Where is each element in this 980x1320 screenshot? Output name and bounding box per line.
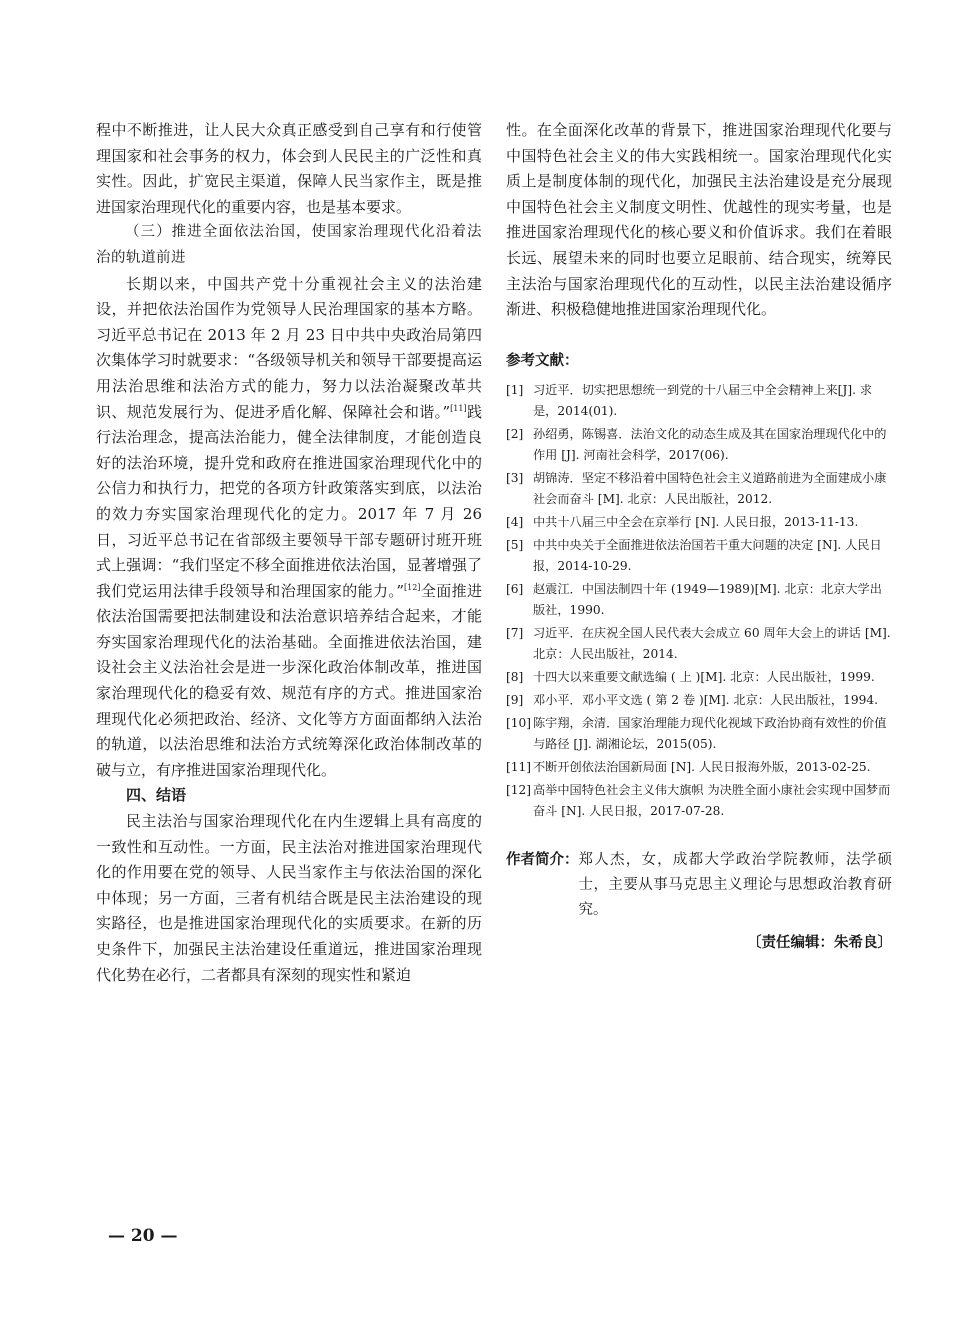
reference-text: 赵震江．中国法制四十年 (1949—1989)[M]. 北京：北京大学出版社，1990. bbox=[533, 582, 882, 618]
left-column bbox=[96, 118, 482, 988]
reference-text: 孙绍勇，陈锡喜．法治文化的动态生成及其在国家治理现代化中的作用 [J]. 河南社会科学，2017(06). bbox=[533, 427, 887, 463]
reference-item bbox=[506, 780, 892, 822]
paragraph-text: 全面推进依法治国需要把法制建设和法治意识培养结合起来，才能夯实国家治理现代化的法治基础。全面推进依法治国，建设社会主义法治社会是进一步深化政治体制改革，推进国家治理现代化的稳妥有效、规范有序的方式。推进国家治理现代化必须把政治、经济、文化等方方面面都纳入法治的轨道，以法治思维和法治方式统筹深化政治体制改革的破与立，有序推进国家治理现代化。 bbox=[96, 581, 482, 779]
reference-item bbox=[506, 690, 892, 711]
paragraph-text: 践行法治理念，提高法治能力，健全法律制度，才能创造良好的法治环境，提升党和政府在推进国家治理现代化中的公信力和执行力，把党的各项方针政策落实到底，以法治的效力夯实国家治理现代化的定力。2017 年 7 月 26 日，习近平总书记在省部级主要领导干部专题研讨班开班式上强调：“我们坚定不移全面推进依法治国，显著增强了我们党运用法律手段领导和治理国家的能力。” bbox=[96, 402, 482, 600]
reference-text: 陈宇翔，余清．国家治理能力现代化视域下政治协商有效性的价值与路径 [J]. 湖湘论坛，2015(05). bbox=[533, 716, 887, 752]
right-column bbox=[506, 118, 892, 957]
reference-item bbox=[506, 535, 892, 577]
citation-marker: [11] bbox=[450, 403, 467, 413]
reference-number: [3] bbox=[506, 471, 524, 486]
reference-text: 邓小平．邓小平文选 ( 第 2 卷 )[M]. 北京：人民出版社，1994. bbox=[533, 693, 879, 708]
author-label: 作者简介： bbox=[506, 852, 579, 869]
reference-number: [6] bbox=[506, 582, 524, 597]
reference-number: [8] bbox=[506, 670, 524, 685]
reference-text: 习近平．切实把思想统一到党的十八届三中全会精神上来[J]. 求是，2014(01). bbox=[533, 383, 873, 419]
references-heading: 参考文献： bbox=[506, 352, 579, 369]
reference-item bbox=[506, 623, 892, 665]
reference-number: [2] bbox=[506, 427, 524, 442]
reference-text: 高举中国特色社会主义伟大旗帜 为决胜全面小康社会实现中国梦而奋斗 [N]. 人民日报，2017-07-28. bbox=[533, 783, 891, 819]
reference-text: 习近平．在庆祝全国人民代表大会成立 60 周年大会上的讲话 [M]. 北京：人民出版社，2014. bbox=[533, 626, 891, 662]
author-bio bbox=[506, 848, 892, 923]
reference-number: [7] bbox=[506, 626, 524, 641]
body-paragraph: 性。在全面深化改革的背景下，推进国家治理现代化要与中国特色社会主义的伟大实践相统一。国家治理现代化实质上是制度体制的现代化，加强民主法治建设是充分展现中国特色社会主义制度文明性、优越性的现实考量，也是推进国家治理现代化的核心要义和价值诉求。我们在着眼长远、展望未来的同时也要立足眼前、结合现实，统筹民主法治与国家治理现代化的互动性，以民主法治建设循序渐进、积极稳健地推进国家治理现代化。 bbox=[506, 121, 892, 319]
page-number: — 20 — bbox=[108, 1226, 178, 1246]
reference-item bbox=[506, 512, 892, 533]
reference-text: 胡锦涛．坚定不移沿着中国特色社会主义道路前进为全面建成小康社会而奋斗 [M]. 北京：人民出版社，2012. bbox=[533, 471, 887, 507]
editor-credit: 〔责任编辑：朱希良〕 bbox=[747, 935, 892, 952]
reference-number: [1] bbox=[506, 383, 524, 398]
reference-item bbox=[506, 380, 892, 422]
section-heading: 四、结语 bbox=[126, 786, 187, 805]
reference-text: 中共中央关于全面推进依法治国若干重大问题的决定 [N]. 人民日报，2014-10-29. bbox=[533, 538, 882, 574]
reference-number: [11] bbox=[506, 760, 532, 775]
reference-item bbox=[506, 713, 892, 755]
reference-item bbox=[506, 757, 892, 778]
body-paragraph: 程中不断推进，让人民大众真正感受到自己享有和行使管理国家和社会事务的权力，体会到人民民主的广泛性和真实性。因此，扩宽民主渠道，保障人民当家作主，既是推进国家治理现代化的重要内容，也是基本要求。 bbox=[96, 121, 482, 216]
body-paragraph bbox=[96, 272, 482, 784]
reference-text: 中共十八届三中全会在京举行 [N]. 人民日报，2013-11-13. bbox=[533, 515, 859, 530]
subsection-heading: （三）推进全面依法治国，使国家治理现代化沿着法治的轨道前进 bbox=[96, 224, 482, 266]
paragraph-text: 长期以来，中国共产党十分重视社会主义的法治建设，并把依法治国作为党领导人民治理国家的基本方略。习近平总书记在 2013 年 2 月 23 日中共中央政治局第四次集体学习时就要求：“各级领导机关和领导干部要提高运用法治思维和法治方式的能力，努力以法治凝聚改革共识、规范发展行为、促进矛盾化解、保障社会和谐。” bbox=[96, 274, 482, 421]
reference-text: 不断开创依法治国新局面 [N]. 人民日报海外版，2013-02-25. bbox=[533, 760, 871, 775]
reference-number: [9] bbox=[506, 693, 524, 708]
reference-item bbox=[506, 667, 892, 688]
references-list bbox=[506, 380, 892, 822]
reference-number: [5] bbox=[506, 538, 524, 553]
author-text: 郑人杰，女，成都大学政治学院教师，法学硕士，主要从事马克思主义理论与思想政治教育研究。 bbox=[578, 852, 892, 919]
reference-text: 十四大以来重要文献选编 ( 上 )[M]. 北京：人民出版社，1999. bbox=[533, 670, 875, 685]
reference-item bbox=[506, 579, 892, 621]
reference-item bbox=[506, 468, 892, 510]
body-paragraph: 民主法治与国家治理现代化在内生逻辑上具有高度的一致性和互动性。一方面，民主法治对推进国家治理现代化的作用要在党的领导、人民当家作主与依法治国的深化中体现；另一方面，三者有机结合既是民主法治建设的现实路径，也是推进国家治理现代化的实质要求。在新的历史条件下，加强民主法治建设任重道远，推进国家治理现代化势在必行，二者都具有深刻的现实性和紧迫 bbox=[96, 812, 482, 984]
reference-item bbox=[506, 424, 892, 466]
citation-marker: [12] bbox=[404, 582, 421, 592]
reference-number: [4] bbox=[506, 515, 524, 530]
reference-number: [12] bbox=[506, 783, 532, 798]
reference-number: [10] bbox=[506, 716, 532, 731]
